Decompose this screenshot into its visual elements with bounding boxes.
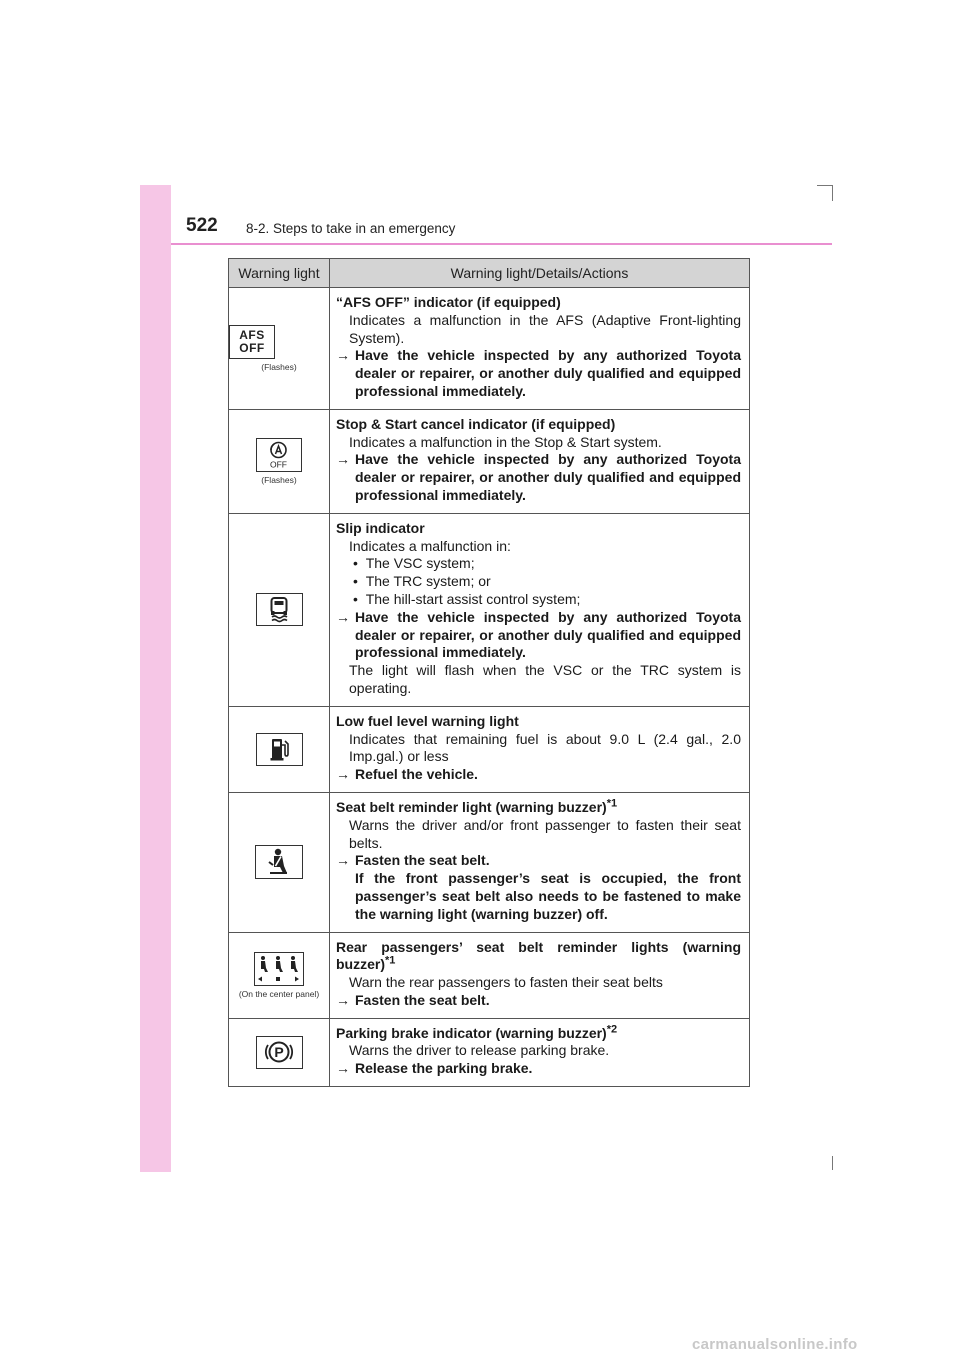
- details-cell: [330, 409, 750, 513]
- details-cell: [330, 513, 750, 706]
- icon-cell: [229, 706, 330, 792]
- page-number: 522: [186, 215, 218, 236]
- watermark: carmanualsonline.info: [692, 1336, 858, 1353]
- details-cell: [330, 932, 750, 1018]
- list-item: • The VSC system;: [353, 555, 475, 572]
- table-row: [229, 288, 750, 410]
- row-description: Warns the driver and/or front passenger to fasten their seat belts.: [349, 816, 741, 851]
- slip-indicator-icon: [256, 593, 303, 626]
- row-description: Indicates a malfunction in the Stop & Start system.: [349, 433, 662, 450]
- table-row: [229, 792, 750, 932]
- table-header-row: [229, 259, 750, 288]
- rear-seat-belt-icon: [254, 952, 304, 986]
- arrow-icon: →: [336, 347, 350, 364]
- icon-cell: [229, 288, 330, 410]
- crop-mark-bottom: [832, 1156, 833, 1170]
- row-title: Rear passengers’ seat belt reminder lights (warning buzzer)$^{*1}$: [336, 938, 741, 973]
- table-row: [229, 932, 750, 1018]
- table-row: [229, 706, 750, 792]
- row-action: → Fasten the seat belt.: [336, 852, 490, 869]
- row-action: → Refuel the vehicle.: [336, 766, 478, 783]
- row-description: Warn the rear passengers to fasten their seat belts: [349, 974, 663, 991]
- icon-caption: (Flashes): [261, 474, 297, 485]
- arrow-icon: →: [336, 991, 350, 1008]
- warning-light-table: [228, 258, 750, 1087]
- row-title: Seat belt reminder light (warning buzzer)$^{*1}$: [336, 797, 618, 815]
- icon-cell: [229, 792, 330, 932]
- arrow-icon: →: [336, 852, 350, 869]
- row-description: Indicates a malfunction in:: [349, 537, 511, 554]
- arrow-icon: →: [336, 1060, 350, 1077]
- row-description: Warns the driver to release parking brake.: [349, 1042, 610, 1059]
- arrow-icon: →: [336, 608, 350, 625]
- crop-mark-top-h: [817, 185, 833, 186]
- parking-brake-icon: [256, 1036, 303, 1069]
- row-sub-action: If the front passenger’s seat is occupied, the front passenger’s seat belt also needs to be fastened to make the warning light (warning buzzer) off.: [355, 870, 741, 922]
- svg-text:OFF: OFF: [270, 459, 287, 470]
- row-title: Slip indicator: [336, 519, 425, 536]
- icon-cell: [229, 513, 330, 706]
- icon-cell: [229, 1018, 330, 1086]
- chapter-title: 8-2. Steps to take in an emergency: [246, 221, 456, 236]
- stop-start-off-icon: [256, 438, 302, 472]
- icon-caption: (Flashes): [261, 361, 297, 372]
- row-title: Low fuel level warning light: [336, 712, 519, 729]
- table-row: [229, 513, 750, 706]
- details-cell: [330, 706, 750, 792]
- row-description: Indicates that remaining fuel is about 9.0 L (2.4 gal., 2.0 Imp.gal.) or less: [349, 730, 741, 765]
- column-header-details: Warning light/Details/Actions: [330, 259, 750, 288]
- table-row: [229, 1018, 750, 1086]
- row-action: → Have the vehicle inspected by any authorized Toyota dealer or repairer, or another duly qualified and equipped professional immediately.: [336, 451, 741, 503]
- row-title: Stop & Start cancel indicator (if equipped): [336, 415, 616, 432]
- details-cell: [330, 288, 750, 410]
- arrow-icon: →: [336, 766, 350, 783]
- table-row: [229, 409, 750, 513]
- chapter-side-band: [140, 185, 171, 1172]
- arrow-icon: →: [336, 451, 350, 468]
- afs-off-icon: AFS OFF: [229, 325, 275, 359]
- seat-belt-icon: [255, 845, 303, 879]
- column-header-warning-light: Warning light: [229, 259, 330, 288]
- row-action: → Have the vehicle inspected by any authorized Toyota dealer or repairer, or another duly qualified and equipped professional immediately.: [336, 347, 741, 399]
- row-title: Parking brake indicator (warning buzzer)$^{*2}$: [336, 1023, 618, 1041]
- row-title: “AFS OFF” indicator (if equipped): [336, 294, 561, 310]
- row-action: → Have the vehicle inspected by any authorized Toyota dealer or repairer, or another duly qualified and equipped professional immediately.: [336, 608, 741, 661]
- list-item: • The hill-start assist control system;: [353, 590, 581, 607]
- fuel-pump-icon: [256, 733, 303, 766]
- details-cell: [330, 1018, 750, 1086]
- row-action: → Release the parking brake.: [336, 1060, 533, 1077]
- icon-caption: (On the center panel): [238, 988, 320, 999]
- header-rule: [171, 243, 832, 245]
- details-cell: [330, 792, 750, 932]
- svg-text:P: P: [273, 1043, 284, 1060]
- crop-mark-top-v: [832, 185, 833, 201]
- list-item: • The TRC system; or: [353, 573, 491, 590]
- row-action: → Fasten the seat belt.: [336, 991, 490, 1008]
- row-note: The light will flash when the VSC or the TRC system is operating.: [349, 662, 741, 696]
- row-description: Indicates a malfunction in the AFS (Adaptive Front-lighting System).: [349, 311, 741, 346]
- icon-cell: [229, 409, 330, 513]
- icon-cell: [229, 932, 330, 1018]
